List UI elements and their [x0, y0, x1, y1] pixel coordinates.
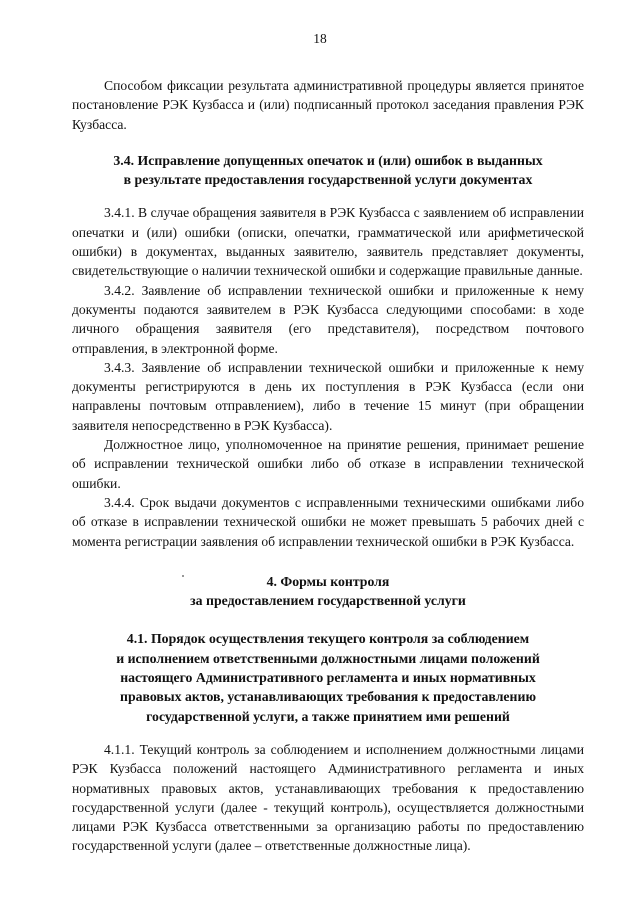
section-4-1-heading-line-5: государственной услуги, а также принятием ими решений	[146, 708, 510, 724]
section-4-1-heading-line-3: настоящего Административного регламента и иных нормативных	[120, 670, 536, 686]
section-4-heading-line-2: за предоставлением государственной услуги	[190, 593, 466, 609]
section-3-4-heading-line-2: в результате предоставления государственной услуги документах	[123, 172, 533, 188]
section-3-4-body	[72, 203, 584, 550]
paragraph-4-1-1: 4.1.1. Текущий контроль за соблюдением и исполнением должностными лицами РЭК Кузбасса положений настоящего Административного регламента и иных нормативных правовых актов, устанавливающих требования к предоставлению государственной услуги (далее - текущий контроль), осуществляется должностными лицами РЭК Кузбасса ответственными за организацию работы по предоставлению государственной услуги (далее – ответственные должностные лица).	[72, 741, 584, 854]
paragraph-3-4-1: 3.4.1. В случае обращения заявителя в РЭК Кузбасса с заявлением об исправлении опечатки и (или) ошибки (описки, опечатки, грамматической или арифметической ошибки) в документах, выданных заявителю, заявитель представляет документы, свидетельствующие о наличии технической ошибки и содержащие правильные данные.	[72, 205, 584, 279]
page-number: 18	[313, 31, 327, 46]
scan-speck	[182, 575, 184, 577]
intro-paragraph: Способом фиксации результата административной процедуры является принятое постановление РЭК Кузбасса и (или) подписанный протокол заседания правления РЭК Кузбасса.	[72, 78, 584, 132]
paragraph-3-4-4: 3.4.4. Срок выдачи документов с исправленными техническими ошибками либо об отказе в исправлении технической ошибки не может превышать 5 рабочих дней с момента регистрации заявления об исправлении технической ошибки в РЭК Кузбасса.	[72, 494, 584, 549]
section-4-heading	[72, 572, 584, 611]
section-4-1-heading	[72, 629, 584, 725]
section-4-heading-line-1: 4. Формы контроля	[266, 573, 390, 589]
section-4-1-heading-line-2: и исполнением ответственными должностными лицами положений	[116, 650, 540, 666]
section-3-4-heading-line-1: 3.4. Исправление допущенных опечаток и (или) ошибок в выданных	[113, 152, 543, 168]
section-4-1-heading-line-4: правовых актов, устанавливающих требования к предоставлению	[120, 689, 536, 705]
section-4-1-heading-line-1: 4.1. Порядок осуществления текущего контроля за соблюдением	[126, 631, 530, 647]
paragraph-3-4-2: 3.4.2. Заявление об исправлении технической ошибки и приложенные к нему документы подаются заявителем в РЭК Кузбасса следующими способами: в ходе личного обращения заявителя (его представителя), посредством почтового отправления, в электронной форме.	[72, 282, 584, 356]
page-content	[72, 76, 584, 856]
paragraph-3-4-3: 3.4.3. Заявление об исправлении технической ошибки и приложенные к нему документы регистрируются в день их поступления в РЭК Кузбасса (если они направлены почтовым отправлением), либо в течение 15 минут (при обращении заявителя непосредственно в РЭК Кузбасса).	[72, 359, 584, 433]
section-3-4-heading	[72, 151, 584, 190]
paragraph-official-decision: Должностное лицо, уполномоченное на принятие решения, принимает решение об исправлении технической ошибки либо об отказе в исправлении технической ошибки.	[72, 437, 584, 491]
